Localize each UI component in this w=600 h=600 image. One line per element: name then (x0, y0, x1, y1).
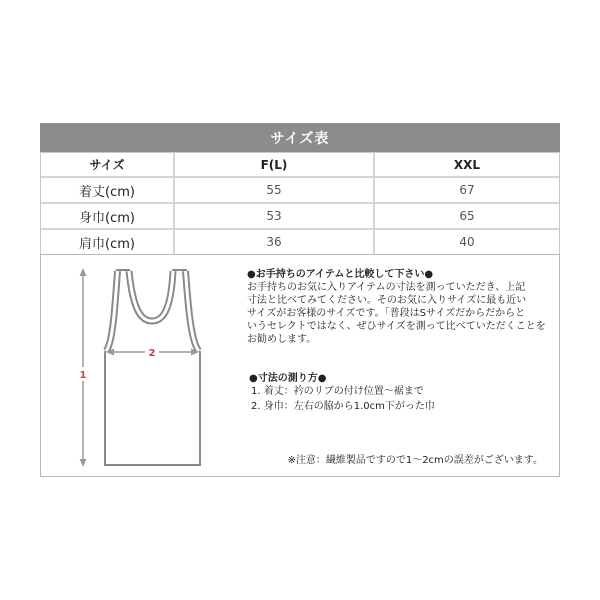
guide-paragraph-line: 寸法と比べてみてください。そのお気に入りサイズに最も近い (247, 295, 527, 306)
length-f-l-value: 55 (175, 178, 373, 202)
size-table-title: サイズ表 (40, 123, 560, 152)
measure-heading: ●寸法の測り方● (249, 373, 327, 384)
guide-paragraph-line: お勧めします。 (247, 334, 317, 345)
compare-heading: ●お手持ちのアイテムと比較して下さい● (247, 269, 434, 280)
shoulder-width-f-l-value: 36 (175, 230, 373, 254)
measure-item-width: 2. 身巾：左右の脇から1.0cm下がった巾 (251, 401, 435, 412)
measurement-guide-box (40, 254, 560, 477)
header-size: サイズ (41, 153, 173, 176)
length-arrow (77, 268, 89, 467)
guide-paragraph-line: お手持ちのお気に入りアイテムの寸法を測っていただき、上記 (247, 282, 526, 293)
length-xxl-value: 67 (375, 178, 559, 202)
shoulder-width-xxl-value: 40 (375, 230, 559, 254)
header-f-l: F(L) (175, 153, 373, 176)
body-width-f-l-value: 53 (175, 204, 373, 228)
length-marker-label: 1 (79, 370, 87, 381)
measure-item-length: 1. 着丈：衿のリブの付け位置～裾まで (251, 386, 424, 397)
guide-paragraph-line: いうセレクトではなく、ぜひサイズを測って比べていただくことを (247, 321, 546, 332)
body-width-xxl-value: 65 (375, 204, 559, 228)
tolerance-note: ※注意：繊維製品ですので1～2cmの誤差がございます。 (287, 455, 543, 466)
width-marker-label: 2 (148, 348, 156, 359)
row-label-length: 着丈(cm) (41, 178, 173, 202)
tank-top-illustration (41, 255, 241, 476)
row-label-body-width: 身巾(cm) (41, 204, 173, 228)
size-table (40, 152, 560, 255)
guide-paragraph-line: サイズがお客様のサイズです。「普段はSサイズだからだからと (247, 308, 526, 319)
row-label-shoulder-width: 肩巾(cm) (41, 230, 173, 254)
header-xxl: XXL (375, 153, 559, 176)
